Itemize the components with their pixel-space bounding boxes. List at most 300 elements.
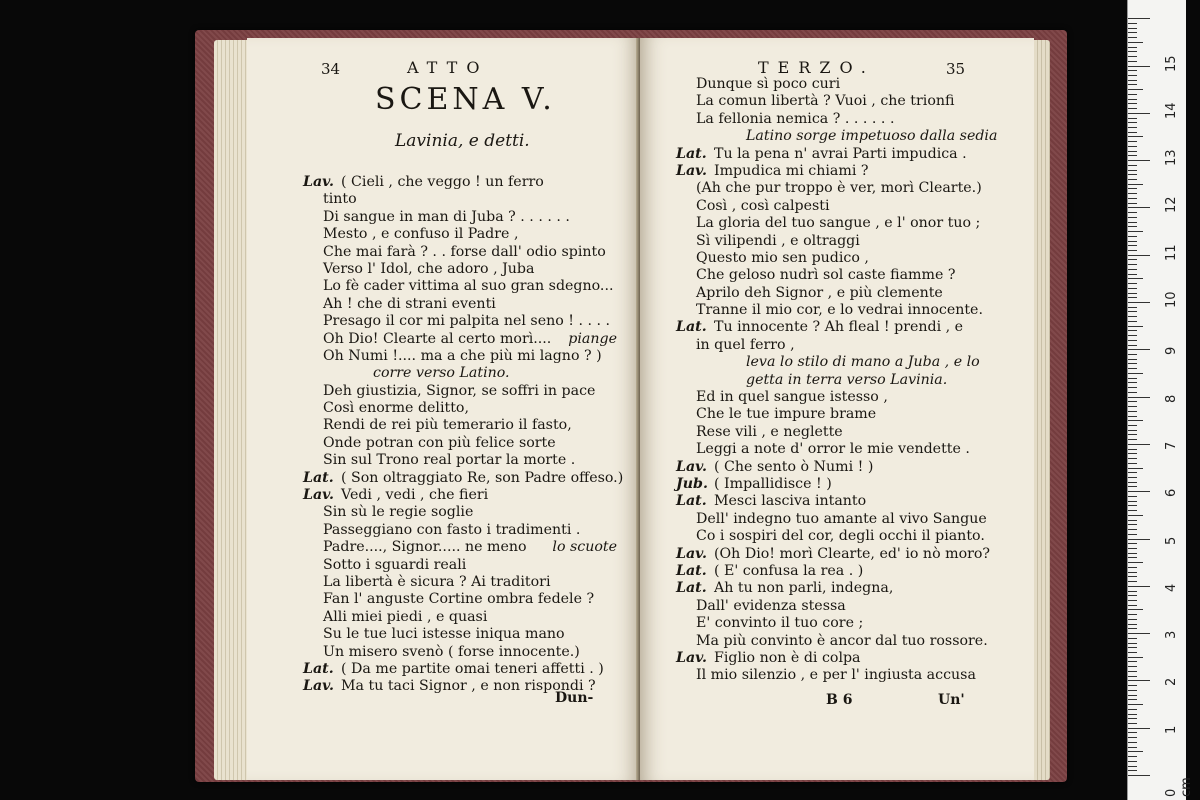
- verse-text: Il mio silenzio , e per l' ingiusta accusa: [696, 667, 976, 684]
- ruler-tick: [1128, 557, 1137, 558]
- ruler-label: 6: [1164, 488, 1179, 498]
- ruler-tick: [1128, 349, 1150, 350]
- ruler-tick: [1128, 118, 1137, 119]
- ruler-tick: [1128, 70, 1137, 71]
- ruler-tick: [1128, 311, 1137, 312]
- verse-line: [303, 487, 617, 504]
- page-number-left: 34: [321, 60, 341, 78]
- verse-text: ( Son oltraggiato Re, son Padre offeso.): [341, 469, 624, 486]
- verse-text: ( Cieli , che veggo ! un ferro: [341, 174, 544, 190]
- ruler-tick: [1128, 647, 1137, 648]
- ruler-tick: [1128, 155, 1137, 156]
- ruler-tick: [1128, 66, 1150, 67]
- verse-text: Rese vili , e neglette: [696, 423, 843, 440]
- verse-text: Ah ! che di strani eventi: [323, 295, 496, 312]
- ruler-tick: [1128, 624, 1137, 625]
- verse-text: Padre...., Signor..... ne meno: [323, 539, 527, 556]
- ruler-tick: [1128, 32, 1137, 33]
- ruler-tick: [1128, 217, 1137, 218]
- verse-text: Così , così calpesti: [696, 197, 830, 214]
- verse-line: [676, 93, 994, 110]
- verse-text: Oh Numi !.... ma a che più mi lagno ? ): [323, 347, 602, 364]
- verse-line: [676, 354, 994, 371]
- ruler-tick: [1128, 293, 1137, 294]
- ruler-tick: [1128, 151, 1137, 152]
- verse-text: La libertà è sicura ? Ai traditori: [323, 573, 551, 590]
- ruler-tick: [1128, 453, 1137, 454]
- ruler-tick: [1128, 482, 1137, 483]
- verse-line: [676, 511, 994, 528]
- verse-line: [676, 128, 998, 145]
- verse-line: [676, 667, 994, 684]
- verse-text: Impudica mi chiami ?: [714, 162, 869, 179]
- ruler-label: 1: [1164, 725, 1179, 734]
- verse-text: tinto: [323, 191, 357, 208]
- verse-line: [676, 633, 994, 650]
- ruler-tick: [1128, 491, 1150, 492]
- ruler-tick: [1128, 307, 1137, 308]
- verse-text: Deh giustizia, Signor, se soffri in pace: [323, 382, 596, 399]
- ruler-tick: [1128, 463, 1137, 464]
- ruler-tick: [1128, 420, 1143, 421]
- verse-text: La gloria del tuo sangue , e l' onor tuo ;: [696, 215, 981, 232]
- verse-line: [303, 591, 617, 608]
- verse-line: [676, 76, 994, 93]
- speaker-label: Lat.: [303, 469, 334, 486]
- cast-heading: Lavinia, e detti.: [395, 131, 530, 151]
- ruler-tick: [1128, 326, 1143, 327]
- ruler-tick: [1128, 288, 1137, 289]
- verse-text: La fellonia nemica ? . . . . . .: [696, 110, 895, 127]
- stage-direction: getta in terra verso Lavinia.: [746, 371, 948, 388]
- verse-line: [676, 372, 994, 389]
- speaker-label: Lat.: [676, 319, 707, 336]
- verse-line: [303, 261, 617, 278]
- verse-text: Co i sospiri del cor, degli occhi il pianto.: [696, 528, 985, 545]
- speaker-label: Lav.: [303, 487, 334, 504]
- ruler-tick: [1128, 146, 1137, 147]
- verse-line: [676, 580, 994, 597]
- verse-line: [676, 476, 994, 493]
- stage-direction: piange: [568, 330, 617, 347]
- verse-line: [303, 226, 617, 243]
- ruler-tick: [1128, 524, 1137, 525]
- verse-text: Sin sù le regie soglie: [323, 504, 474, 521]
- ruler-label: 7: [1164, 441, 1179, 450]
- verse-text: Lo fè cader vittima al suo gran sdegno...: [323, 278, 614, 295]
- verse-text: (Ah che pur troppo è ver, morì Clearte.): [696, 180, 982, 197]
- ruler-tick: [1128, 188, 1137, 189]
- verse-line: [303, 452, 617, 469]
- ruler-label: 14: [1164, 102, 1179, 119]
- ruler-tick: [1128, 245, 1137, 246]
- verse-text: (Oh Dio! morì Clearte, ed' io nò moro?: [714, 545, 991, 562]
- verse-line: [303, 313, 617, 330]
- ruler-tick: [1128, 756, 1137, 757]
- ruler-tick: [1128, 510, 1137, 511]
- verse-text: Presago il cor mi palpita nel seno ! . . . .: [323, 313, 611, 330]
- ruler-tick: [1128, 207, 1150, 208]
- verse-line: [676, 146, 994, 163]
- ruler-tick: [1128, 283, 1137, 284]
- ruler-tick: [1128, 335, 1137, 336]
- ruler-tick: [1128, 94, 1137, 95]
- ruler-tick: [1128, 75, 1137, 76]
- ruler-tick: [1128, 695, 1137, 696]
- speaker-label: Lat.: [676, 562, 707, 579]
- verse-line: [676, 180, 994, 197]
- speaker-label: Lat.: [676, 145, 707, 162]
- speaker-label: Jub.: [676, 475, 708, 492]
- ruler-tick: [1128, 709, 1137, 710]
- ruler-tick: [1128, 37, 1137, 38]
- verse-line: [676, 319, 994, 336]
- ruler-tick: [1128, 728, 1150, 729]
- speaker-label: Lav.: [303, 174, 334, 190]
- ruler-tick: [1128, 363, 1137, 364]
- ruler-label: 12: [1164, 196, 1179, 214]
- ruler-tick: [1128, 562, 1143, 563]
- verse-text: Alli miei piedi , e quasi: [323, 608, 488, 625]
- ruler-label: 2: [1164, 678, 1179, 687]
- ruler-tick: [1128, 586, 1150, 587]
- verse-line: [303, 209, 617, 226]
- stage-direction: leva lo stilo di mano a Juba , e lo: [746, 354, 980, 371]
- ruler-tick: [1128, 609, 1143, 610]
- ruler-tick: [1128, 515, 1143, 516]
- verse-text: Sì vilipendi , e oltraggi: [696, 232, 860, 249]
- speaker-label: Lav.: [676, 162, 707, 179]
- ruler-tick: [1128, 761, 1137, 762]
- ruler-tick: [1128, 628, 1137, 629]
- ruler-tick: [1128, 539, 1150, 540]
- verse-text: Passeggiano con fasto i tradimenti .: [323, 521, 581, 538]
- verse-text: Figlio non è di colpa: [714, 649, 861, 666]
- verse-text: Su le tue luci istesse iniqua mano: [323, 626, 565, 643]
- verse-line: [303, 400, 617, 417]
- ruler-tick: [1128, 255, 1150, 256]
- ruler-tick: [1128, 600, 1137, 601]
- verse-text: Vedi , vedi , che fieri: [341, 487, 489, 504]
- ruler-tick: [1128, 548, 1137, 549]
- verse-text: Dell' indegno tuo amante al vivo Sangue: [696, 510, 987, 527]
- verse-text: Oh Dio! Clearte al certo morì....: [323, 330, 552, 347]
- ruler-tick: [1128, 373, 1143, 374]
- verse-line: [676, 302, 994, 319]
- ruler-tick: [1128, 619, 1137, 620]
- ruler-tick: [1128, 501, 1137, 502]
- verse-line: [676, 459, 994, 476]
- ruler-tick: [1128, 416, 1137, 417]
- ruler-label: 5: [1164, 536, 1179, 545]
- verse-line: [676, 546, 994, 563]
- verse-line: [303, 609, 617, 626]
- verse-text: Aprilo deh Signor , e più clemente: [696, 284, 943, 301]
- ruler-tick: [1128, 198, 1137, 199]
- running-header-right: TERZO.: [758, 58, 875, 77]
- verse-text: Tranne il mio cor, e lo vedrai innocente.: [696, 302, 983, 319]
- ruler-label: 3: [1164, 630, 1179, 640]
- verse-line: [676, 215, 994, 232]
- ruler-tick: [1128, 572, 1137, 573]
- ruler-tick: [1128, 297, 1137, 298]
- verse-line: [303, 504, 617, 521]
- verse-line: [303, 174, 617, 191]
- ruler-label: 0 cm: [1164, 777, 1194, 797]
- ruler-label: 10: [1164, 291, 1179, 308]
- ruler-tick: [1128, 444, 1150, 445]
- verse-line: [676, 267, 994, 284]
- ruler-tick: [1128, 742, 1137, 743]
- ruler-tick: [1128, 699, 1137, 700]
- measurement-ruler: [1127, 0, 1194, 800]
- verse-line: [303, 522, 617, 539]
- right-page: [640, 38, 1034, 780]
- verse-text: Fan l' anguste Cortine ombra fedele ?: [323, 591, 595, 608]
- ruler-tick: [1128, 671, 1137, 672]
- ruler-tick: [1128, 179, 1137, 180]
- ruler-tick: [1128, 368, 1137, 369]
- verse-line: [676, 528, 994, 545]
- verse-line: [676, 493, 994, 510]
- ruler-label: 13: [1164, 149, 1179, 167]
- ruler-tick: [1128, 236, 1137, 237]
- ruler-tick: [1128, 340, 1137, 341]
- ruler-tick: [1128, 56, 1137, 57]
- verse-text: ( Impallidisce ! ): [714, 475, 832, 492]
- catchword-left: Dun-: [555, 690, 594, 706]
- ruler-tick: [1128, 359, 1137, 360]
- ruler-tick: [1128, 18, 1150, 19]
- ruler-tick: [1128, 382, 1137, 383]
- ruler-tick: [1128, 567, 1137, 568]
- verse-text: Sin sul Trono real portar la morte .: [323, 452, 576, 469]
- ruler-tick: [1128, 661, 1137, 662]
- signature-mark: B 6: [826, 692, 853, 708]
- ruler-tick: [1128, 643, 1137, 644]
- ruler-tick: [1128, 714, 1137, 715]
- verse-line: [303, 244, 617, 261]
- ruler-tick: [1128, 330, 1137, 331]
- stage-direction: lo scuote: [552, 539, 617, 556]
- ruler-tick: [1128, 397, 1150, 398]
- ruler-tick: [1128, 775, 1150, 776]
- verse-text: Verso l' Idol, che adoro , Juba: [323, 260, 535, 277]
- ruler-tick: [1128, 23, 1137, 24]
- ruler-tick: [1128, 529, 1137, 530]
- verse-text: Rendi de rei più temerario il fasto,: [323, 417, 572, 434]
- ruler-tick: [1128, 477, 1137, 478]
- verse-line: [303, 278, 617, 295]
- verse-text: Ah tu non parli, indegna,: [714, 580, 894, 597]
- verse-text: Ma più convinto è ancor dal tuo rossore.: [696, 632, 988, 649]
- speaker-label: Lat.: [676, 493, 707, 510]
- left-page-text: [303, 174, 624, 696]
- verse-text: Mesto , e confuso il Padre ,: [323, 226, 519, 243]
- ruler-tick: [1128, 47, 1137, 48]
- ruler-tick: [1128, 392, 1137, 393]
- speaker-label: Lav.: [676, 649, 707, 666]
- ruler-tick: [1128, 345, 1137, 346]
- ruler-tick: [1128, 676, 1137, 677]
- ruler-tick: [1128, 638, 1137, 639]
- ruler-tick: [1128, 212, 1137, 213]
- verse-line: [303, 644, 617, 661]
- ruler-tick: [1128, 42, 1143, 43]
- ruler-tick: [1128, 222, 1137, 223]
- verse-text: Onde potran con più felice sorte: [323, 434, 556, 451]
- ruler-tick: [1128, 770, 1137, 771]
- ruler-tick: [1128, 591, 1137, 592]
- ruler-tick: [1128, 113, 1150, 114]
- verse-line: [303, 348, 617, 365]
- ruler-tick: [1128, 203, 1137, 204]
- ruler-tick: [1128, 633, 1150, 634]
- ruler-tick: [1128, 51, 1137, 52]
- verse-line: [676, 389, 994, 406]
- ruler-tick: [1128, 250, 1137, 251]
- ruler-tick: [1128, 458, 1137, 459]
- verse-line: [676, 424, 994, 441]
- ruler-tick: [1128, 28, 1137, 29]
- running-header-left: ATTO: [407, 58, 489, 77]
- stage-direction: corre verso Latino.: [373, 365, 510, 382]
- ruler-tick: [1128, 108, 1137, 109]
- ruler-tick: [1128, 723, 1137, 724]
- ruler-tick: [1128, 657, 1143, 658]
- ruler-tick: [1128, 680, 1150, 681]
- ruler-tick: [1128, 666, 1137, 667]
- verse-line: [676, 563, 994, 580]
- verse-text: Che geloso nudrì sol caste fiamme ?: [696, 267, 956, 284]
- ruler-tick: [1128, 411, 1137, 412]
- ruler-tick: [1128, 241, 1137, 242]
- ruler-tick: [1128, 316, 1137, 317]
- ruler-tick: [1128, 387, 1137, 388]
- ruler-tick: [1128, 747, 1137, 748]
- ruler-tick: [1128, 401, 1137, 402]
- ruler-tick: [1128, 378, 1137, 379]
- ruler-label: 15: [1164, 54, 1179, 72]
- verse-text: Così enorme delitto,: [323, 400, 469, 417]
- verse-line: [303, 296, 617, 313]
- ruler-tick: [1128, 165, 1137, 166]
- verse-line: [676, 406, 994, 423]
- right-page-text: [676, 76, 998, 685]
- ruler-tick: [1128, 449, 1137, 450]
- ruler-tick: [1128, 652, 1137, 653]
- ruler-tick: [1128, 581, 1137, 582]
- verse-line: [303, 435, 617, 452]
- speaker-label: Lav.: [303, 678, 334, 695]
- ruler-tick: [1128, 751, 1143, 752]
- ruler-tick: [1128, 89, 1143, 90]
- speaker-label: Lat.: [676, 580, 707, 597]
- ruler-tick: [1128, 496, 1137, 497]
- ruler-tick: [1128, 704, 1143, 705]
- ruler-tick: [1128, 534, 1137, 535]
- verse-line: [303, 626, 617, 643]
- ruler-tick: [1128, 127, 1137, 128]
- ruler-tick: [1128, 274, 1137, 275]
- ruler-tick: [1128, 543, 1137, 544]
- ruler-label: 9: [1164, 347, 1179, 356]
- verse-text: Dunque sì poco curi: [696, 76, 841, 92]
- ruler-tick: [1128, 321, 1137, 322]
- speaker-label: Lav.: [676, 545, 707, 562]
- verse-text: La comun libertà ? Vuoi , che trionfi: [696, 93, 955, 110]
- verse-text: ( Che sento ò Numi ! ): [714, 458, 874, 475]
- verse-text: Questo mio sen pudico ,: [696, 249, 869, 266]
- ruler-tick: [1128, 732, 1137, 733]
- ruler-tick: [1128, 160, 1150, 161]
- ruler-tick: [1128, 264, 1137, 265]
- ruler-tick: [1128, 354, 1137, 355]
- verse-text: Tu innocente ? Ah fleal ! prendi , e: [714, 319, 964, 336]
- verse-line: [676, 615, 994, 632]
- ruler-tick: [1128, 269, 1137, 270]
- verse-text: E' convinto il tuo core ;: [696, 615, 864, 632]
- ruler-label: 4: [1164, 583, 1179, 592]
- catchword-right: Un': [938, 692, 965, 708]
- stage-direction: Latino sorge impetuoso dalla sedia: [746, 128, 998, 145]
- verse-text: Un misero svenò ( forse innocente.): [323, 643, 580, 660]
- verse-line: [676, 598, 994, 615]
- ruler-tick: [1128, 718, 1137, 719]
- ruler-tick: [1128, 434, 1137, 435]
- page-number-right: 35: [946, 60, 966, 78]
- ruler-tick: [1128, 505, 1137, 506]
- verse-line: [676, 111, 994, 128]
- ruler-label: 8: [1164, 394, 1179, 403]
- speaker-label: Lat.: [303, 660, 334, 677]
- ruler-tick: [1128, 174, 1137, 175]
- verse-line: [676, 337, 994, 354]
- verse-text: in quel ferro ,: [696, 336, 795, 353]
- ruler-tick: [1128, 595, 1137, 596]
- ruler-tick: [1128, 259, 1137, 260]
- ruler-tick: [1128, 690, 1137, 691]
- verse-line: [303, 574, 617, 591]
- verse-text: Che mai farà ? . . forse dall' odio spinto: [323, 243, 606, 260]
- verse-text: Che le tue impure brame: [696, 406, 877, 423]
- verse-line: [303, 557, 617, 574]
- verse-line: [303, 469, 624, 487]
- verse-line: [676, 441, 994, 458]
- scene-title: SCENA V.: [375, 82, 556, 117]
- verse-line: [676, 650, 994, 667]
- left-page: [247, 38, 639, 780]
- speaker-label: Lav.: [676, 458, 707, 475]
- ruler-tick: [1128, 141, 1137, 142]
- verse-text: Mesci lasciva intanto: [714, 493, 867, 510]
- verse-line: [303, 661, 617, 678]
- verse-text: ( Da me partite omai teneri affetti . ): [341, 660, 604, 677]
- ruler-tick: [1128, 486, 1137, 487]
- verse-line: [676, 198, 994, 215]
- verse-line: [676, 250, 994, 267]
- ruler-tick: [1128, 302, 1150, 303]
- ruler-tick: [1128, 425, 1137, 426]
- verse-line: [303, 539, 617, 556]
- ruler-tick: [1128, 80, 1137, 81]
- ruler-tick: [1128, 122, 1137, 123]
- ruler-tick: [1128, 468, 1143, 469]
- verse-text: Sotto i sguardi reali: [323, 556, 467, 573]
- ruler-tick: [1128, 576, 1137, 577]
- ruler-tick: [1128, 136, 1143, 137]
- verse-line: [303, 383, 617, 400]
